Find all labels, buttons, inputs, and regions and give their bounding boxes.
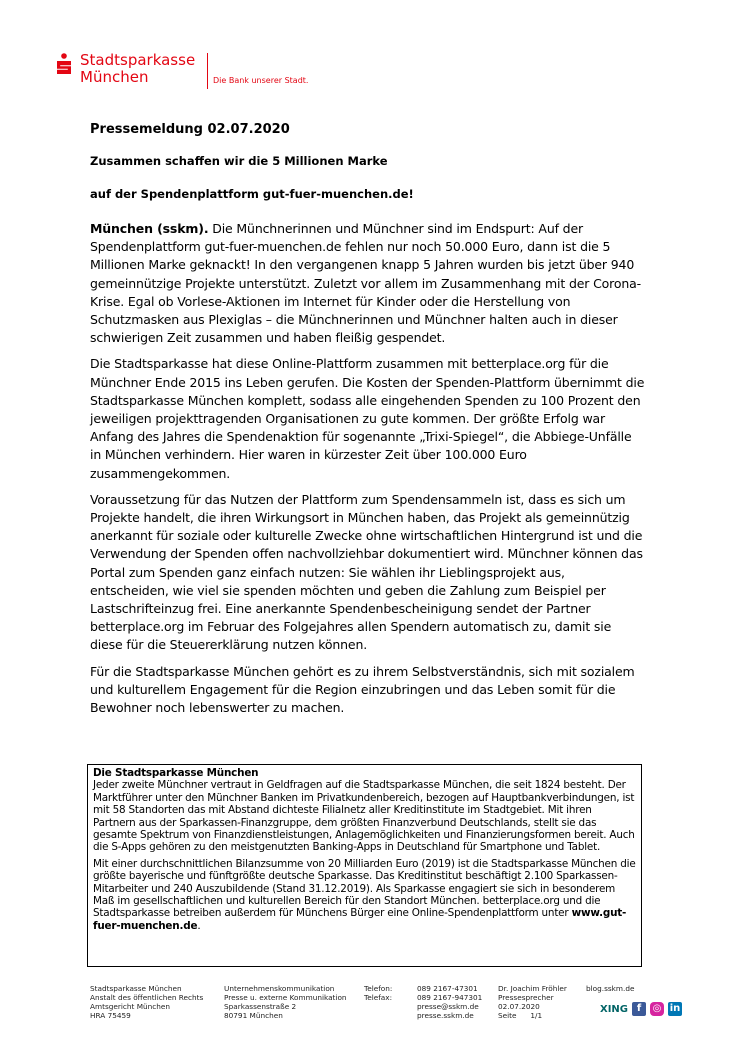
- about-paragraph-2: [93, 858, 636, 932]
- press-paragraph-1: [90, 220, 646, 347]
- about-paragraph-1: Jeder zweite Münchner vertraut in Geldfragen auf die Stadtsparkasse München, die seit 1824 besteht. Der Marktführer unter den Münchner Banken im Privatkundenbereich, bezogen auf Hauptbankverbindungen, ist mit 58 Standorten das mit Abstand dichteste Filialnetz aller Kreditinstitute im Stadtgebiet. Mit ihren Partnern aus der Sparkassen-Finanzgruppe, dem größten Finanzverbund Deutschlands, stellt sie das gesamte Spektrum von Finanzdienstleistungen, Anlagemöglichkeiten und Finanzierungsformen bereit. Auch die S-Apps gehören zu den meistgenutzten Banking-Apps in Deutschland für Smartphone und Tablet.: [93, 779, 635, 854]
- footer-spokesperson: Dr. Joachim Fröhler Pressesprecher 02.07.2020 Seite 1/1: [498, 984, 567, 1020]
- press-paragraph-2: Die Stadtsparkasse hat diese Online-Plattform zusammen mit betterplace.org für die Münchner Ende 2015 ins Leben gerufen. Die Kosten der Spenden-Plattform übernimmt die Stadtsparkasse München komplett, sodass alle eingehenden Spenden zu 100 Prozent den jeweiligen projekttragenden Organisationen zu gute kommen. Der größte Erfolg war Anfang des Jahres die Spendenaktion für sogenannte „Trixi-Spiegel“, die Abbiege-Unfälle in München verhindern. Hier waren in kürzester Zeit über 100.000 Euro zusammengekommen.: [90, 356, 645, 481]
- footer-blog-link[interactable]: blog.sskm.de: [586, 984, 635, 993]
- press-heading: Pressemeldung 02.07.2020: [90, 122, 290, 137]
- logo-name-line1: Stadtsparkasse: [80, 51, 196, 69]
- sparkasse-s-icon: [56, 53, 72, 75]
- social-links: [600, 1002, 682, 1016]
- instagram-glyph: ◎: [652, 1003, 662, 1014]
- press-release-body: [90, 122, 646, 725]
- linkedin-glyph: in: [669, 1003, 681, 1014]
- press-subheading-2: auf der Spendenplattform gut-fuer-muenchen.de!: [90, 187, 414, 201]
- about-title: Die Stadtsparkasse München: [93, 767, 259, 779]
- logo-name-line2: München: [80, 68, 149, 86]
- paragraph-1-text: Die Münchnerinnen und Münchner sind im Endspurt: Auf der Spendenplattform gut-fuer-muenchen.de fehlen nur noch 50.000 Euro, dann ist die 5 Millionen Marke geknackt! In den vergangenen knapp 5 Jahren wurden bis jetzt über 940 gemeinnützige Projekte unterstützt. Zuletzt vor allem im Zusammenhang mit der Corona-Krise. Egal ob Vorlese-Aktionen im Internet für Kinder oder die Herstellung von Schutzmasken aus Plexiglas – die Münchnerinnen und Münchner halten auch in dieser schwierigen Zeit zusammen und haben fleißig gespendet.: [90, 221, 642, 346]
- footer-contact-values: 089 2167-47301 089 2167-947301 presse@sskm.de presse.sskm.de: [417, 984, 483, 1020]
- about-box: [87, 764, 642, 967]
- footer-department: Unternehmenskommunikation Presse u. externe Kommunikation Sparkassenstraße 2 80791 München: [224, 984, 347, 1020]
- about-paragraph-2-end: .: [197, 919, 201, 932]
- press-paragraph-3: Voraussetzung für das Nutzen der Plattform zum Spendensammeln ist, dass es sich um Projekte handelt, die ihren Wirkungsort in München haben, das Projekt als gemeinnützig anerkannt für soziale oder kulturelle Zwecke ohne wirtschaftlichen Hintergrund ist und die Verwendung der Spenden offen nachvollziehbar dokumentiert wird. Münchner können das Portal zum Spenden ganz einfach nutzen: Sie wählen ihr Lieblingsprojekt aus, entscheiden, wie viel sie spenden möchten und geben die Zahlung zum Beispiel per Lastschrifteinzug frei. Eine anerkannte Spendenbescheinigung sendet der Partner betterplace.org im Februar des Folgejahres allen Spendern automatisch zu, damit sie diese für die Steuererklärung nutzen können.: [90, 491, 643, 653]
- facebook-icon[interactable]: [632, 1002, 646, 1016]
- press-subheading-1: Zusammen schaffen wir die 5 Millionen Marke: [90, 154, 388, 168]
- xing-icon[interactable]: XING: [600, 1003, 629, 1015]
- press-paragraph-4: Für die Stadtsparkasse München gehört es zu ihrem Selbstverständnis, sich mit sozialem und kulturellem Engagement für die Region einzubringen und das Leben somit für die Bewohner noch lebenswerter zu machen.: [90, 663, 635, 716]
- facebook-glyph: f: [636, 1003, 642, 1014]
- logo-tagline: Die Bank unserer Stadt.: [213, 76, 309, 85]
- logo-divider: [207, 53, 208, 89]
- platform-link[interactable]: www.gut-fuer-muenchen.de: [93, 907, 627, 932]
- linkedin-icon[interactable]: [668, 1002, 682, 1016]
- about-paragraph-2-text: Mit einer durchschnittlichen Bilanzsumme von 20 Milliarden Euro (2019) ist die Stadtsparkasse München die größte bayerische und fünftgrößte deutsche Sparkasse. Das Kreditinstitut beschäftigt 2.100 Sparkassen-Mitarbeiter und 240 Auszubildende (Stand 31.12.2019). Als Sparkasse engagiert sie sich in besonderem Maß im gesellschaftlichen und kulturellen Bereich für den Standort München. betterplace.org und die Stadtsparkasse betreiben außerdem für Münchens Bürger eine Online-Spendenplattform unter: [93, 857, 636, 920]
- footer-contact-labels: Telefon: Telefax:: [364, 984, 393, 1002]
- logo-wordmark: [80, 52, 195, 86]
- instagram-icon[interactable]: [650, 1002, 664, 1016]
- dateline: München (sskm).: [90, 221, 209, 236]
- footer-company: Stadtsparkasse München Anstalt des öffentlichen Rechts Amtsgericht München HRA 75459: [90, 984, 204, 1020]
